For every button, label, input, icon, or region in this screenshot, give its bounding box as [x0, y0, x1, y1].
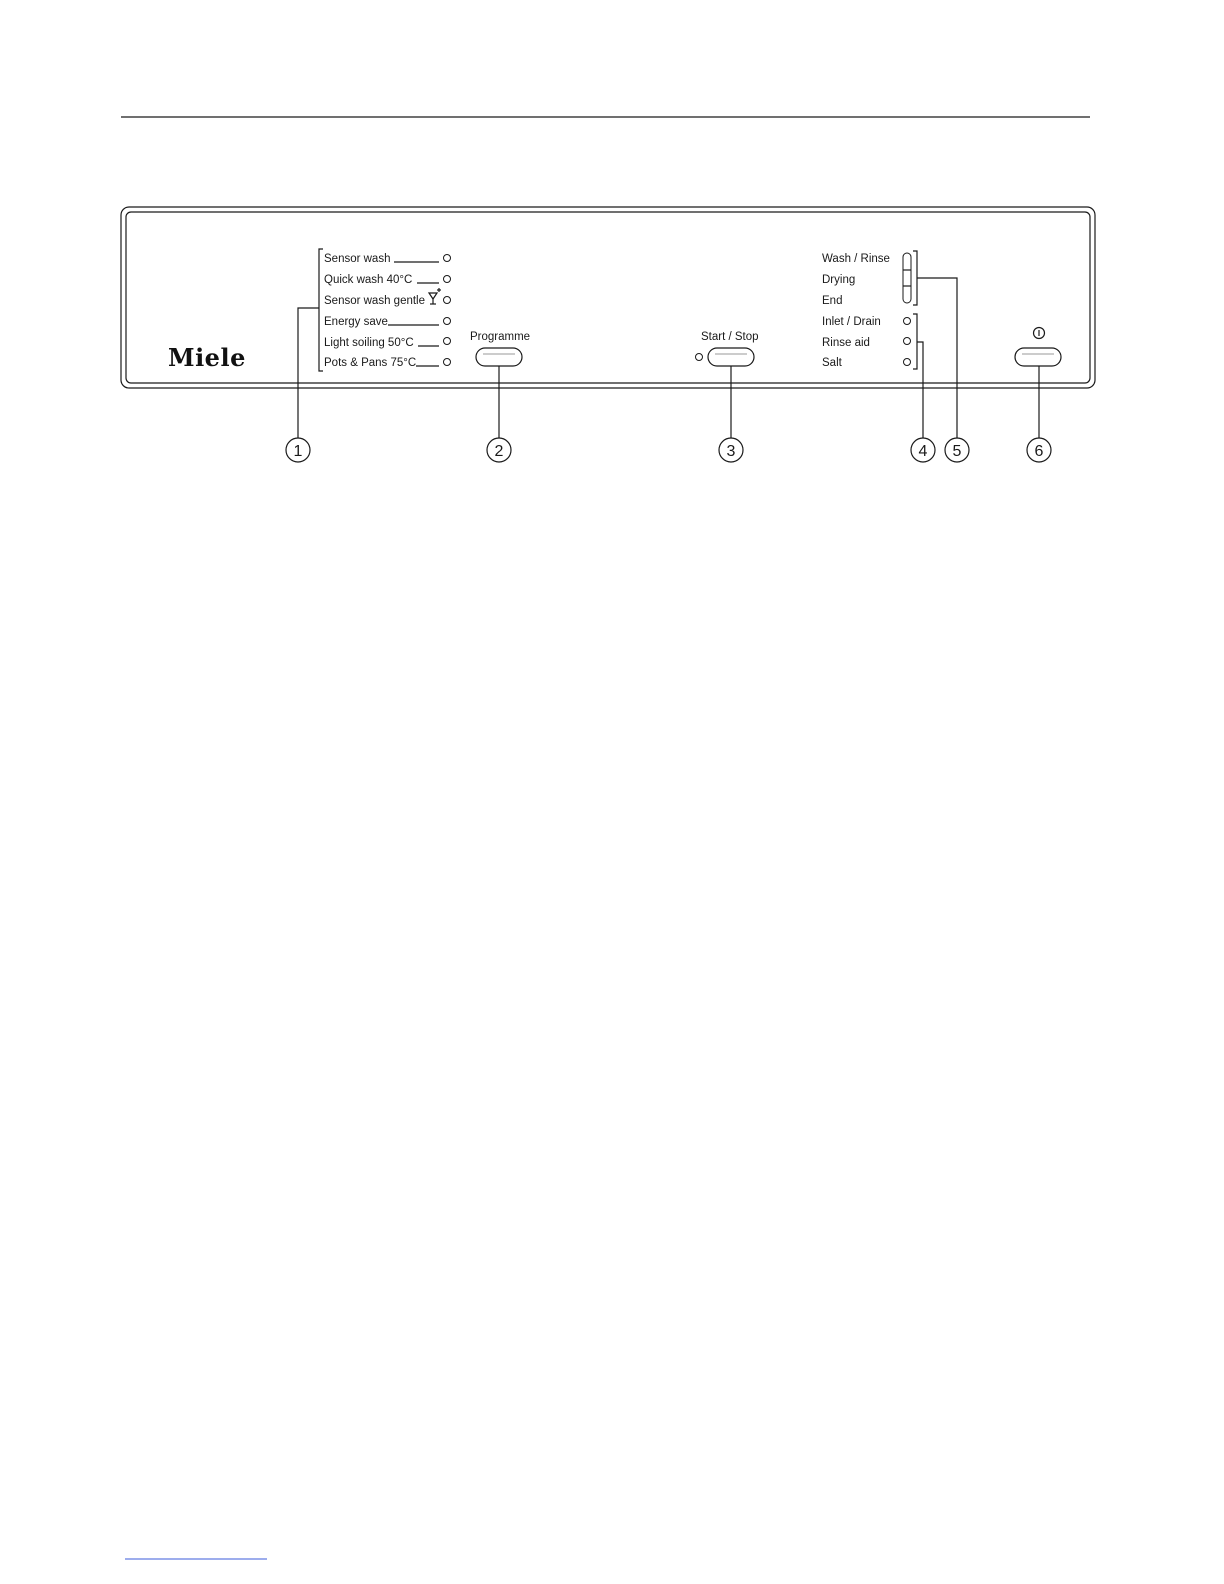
- programme-label-pots-pans: Pots & Pans 75°C: [324, 357, 417, 369]
- programme-label-quick-wash: Quick wash 40°C: [324, 274, 413, 286]
- programme-label-sensor-wash-gentle: Sensor wash gentle: [324, 295, 426, 307]
- progress-label-wash-rinse: Wash / Rinse: [822, 253, 890, 265]
- callout-1: [286, 438, 310, 462]
- programme-bracket: [319, 249, 323, 371]
- brand-logo: Miele: [168, 343, 246, 372]
- wine-glass-icon: [429, 288, 441, 304]
- warning-label-inlet-drain: Inlet / Drain: [822, 316, 881, 328]
- programme-label-energy-save: Energy save: [324, 316, 388, 328]
- progress-indicator-bar: [903, 253, 911, 303]
- start-stop-label: Start / Stop: [701, 331, 759, 343]
- callout-3-number: 3: [726, 443, 736, 460]
- callout-6-number: 6: [1034, 443, 1044, 460]
- programme-label-light-soiling: Light soiling 50°C: [324, 337, 414, 349]
- led-inlet-drain: [904, 318, 911, 325]
- programme-label-sensor-wash: Sensor wash: [324, 253, 391, 265]
- warning-label-rinse-aid: Rinse aid: [822, 337, 870, 349]
- warning-label-salt: Salt: [822, 357, 842, 369]
- power-button[interactable]: [1015, 348, 1061, 366]
- panel-outer-frame: [121, 207, 1095, 388]
- led-sensor-wash: [444, 255, 451, 262]
- callout-1-number: 1: [293, 443, 303, 460]
- programme-button-label: Programme: [470, 331, 531, 343]
- callout-6: [1027, 438, 1051, 462]
- progress-label-end: End: [822, 295, 843, 307]
- callout-leader-1: [298, 308, 319, 438]
- power-icon: [1034, 328, 1045, 339]
- panel-inner-frame: [126, 212, 1090, 383]
- led-salt: [904, 359, 911, 366]
- callout-leader-4: [917, 342, 923, 438]
- callout-4-number: 4: [918, 443, 928, 460]
- led-sensor-wash-gentle: [444, 297, 451, 304]
- callout-2-number: 2: [494, 443, 504, 460]
- progress-label-drying: Drying: [822, 274, 856, 286]
- callout-5: [945, 438, 969, 462]
- led-energy-save: [444, 318, 451, 325]
- callout-4: [911, 438, 935, 462]
- callout-2: [487, 438, 511, 462]
- callout-5-number: 5: [952, 443, 962, 460]
- led-rinse-aid: [904, 338, 911, 345]
- led-quick-wash: [444, 276, 451, 283]
- programme-button[interactable]: [476, 348, 522, 366]
- led-light-soiling: [444, 338, 451, 345]
- callout-3: [719, 438, 743, 462]
- led-pots-pans: [444, 359, 451, 366]
- led-start-stop: [696, 354, 703, 361]
- warning-bracket: [913, 314, 917, 369]
- progress-bracket: [913, 251, 917, 305]
- start-stop-button[interactable]: [708, 348, 754, 366]
